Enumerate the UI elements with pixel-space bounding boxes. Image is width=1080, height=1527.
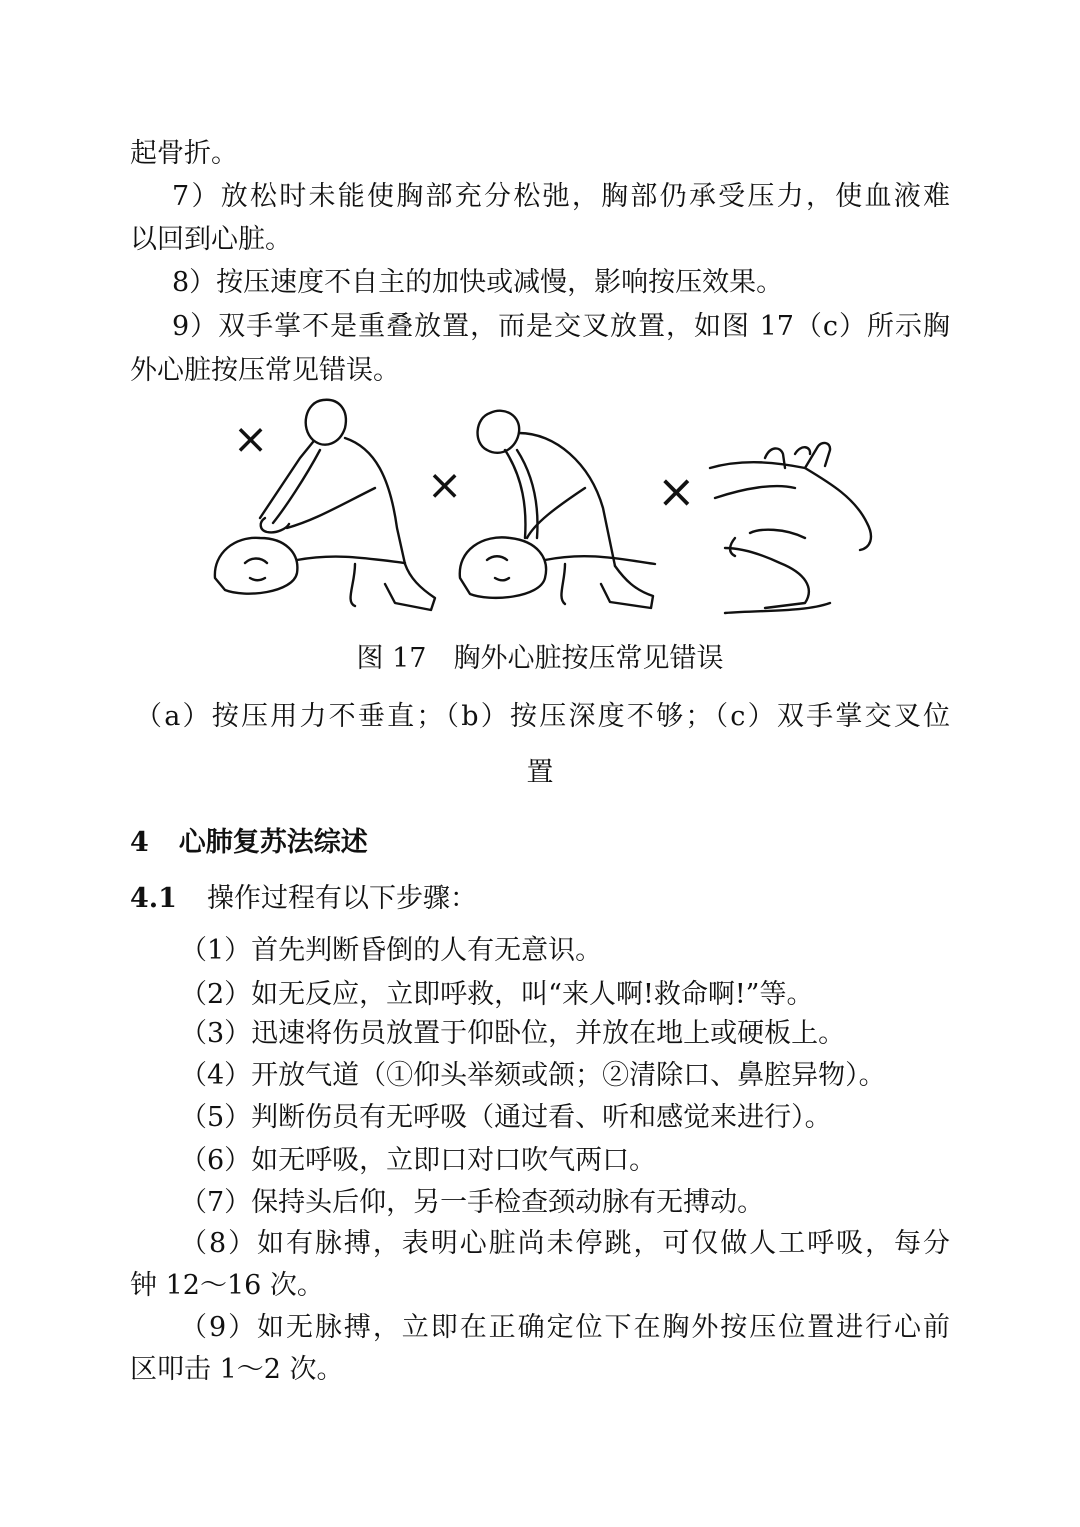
- step-line: 区叩击 1～2 次。: [130, 1354, 344, 1385]
- paragraph-line: 外心脏按压常见错误。: [130, 355, 400, 386]
- section-heading: [130, 825, 368, 861]
- step-line: （8）如有脉搏，表明心脏尚未停跳，可仅做人工呼吸，每分: [180, 1228, 950, 1259]
- step-line: （6）如无呼吸，立即口对口吹气两口。: [180, 1145, 657, 1176]
- cpr-common-errors-illustration-icon: [205, 388, 885, 618]
- step-line: （7）保持头后仰，另一手检查颈动脉有无搏动。: [180, 1187, 765, 1218]
- step-line: （3）迅速将伤员放置于仰卧位，并放在地上或硬板上。: [180, 1018, 846, 1049]
- section-title: 心肺复苏法综述: [178, 827, 368, 858]
- paragraph-line: 7）放松时未能使胸部充分松弛，胸部仍承受压力，使血液难: [172, 181, 950, 212]
- paragraph-line: 9）双手掌不是重叠放置，而是交叉放置，如图 17（c）所示胸: [172, 311, 950, 342]
- step-line: （2）如无反应，立即呼救，叫“来人啊!救命啊!”等。: [180, 979, 814, 1010]
- paragraph-line: 以回到心脏。: [130, 224, 292, 255]
- figure-caption: 图 17 胸外心脏按压常见错误: [356, 643, 724, 674]
- subsection-title: 操作过程有以下步骤：: [206, 883, 477, 914]
- subsection-number: 4.1: [130, 883, 177, 914]
- step-line: 钟 12～16 次。: [130, 1270, 324, 1301]
- panel-c-drawing: [710, 443, 871, 613]
- step-line: （4）开放气道（①仰头举颏或颌；②清除口、鼻腔异物）。: [180, 1060, 886, 1091]
- cross-mark-a: ×: [233, 414, 269, 463]
- paragraph-line: 8）按压速度不自主的加快或减慢，影响按压效果。: [172, 267, 784, 298]
- cross-mark-c: ×: [657, 464, 696, 518]
- figure-subcaption-line: 置: [526, 757, 554, 788]
- subsection-heading: [130, 881, 477, 917]
- paragraph-line: 起骨折。: [130, 138, 238, 169]
- cpr-errors-figure: [205, 388, 885, 618]
- step-line: （5）判断伤员有无呼吸（通过看、听和感觉来进行）。: [180, 1102, 832, 1133]
- cross-mark-b: ×: [427, 460, 463, 509]
- figure-subcaption-line: （a）按压用力不垂直；（b）按压深度不够；（c）双手掌交叉位: [135, 701, 950, 732]
- step-line: （1）首先判断昏倒的人有无意识。: [180, 935, 603, 966]
- step-line: （9）如无脉搏，立即在正确定位下在胸外按压位置进行心前: [180, 1312, 950, 1343]
- panel-b-drawing: [460, 411, 655, 608]
- section-number: 4: [130, 827, 149, 858]
